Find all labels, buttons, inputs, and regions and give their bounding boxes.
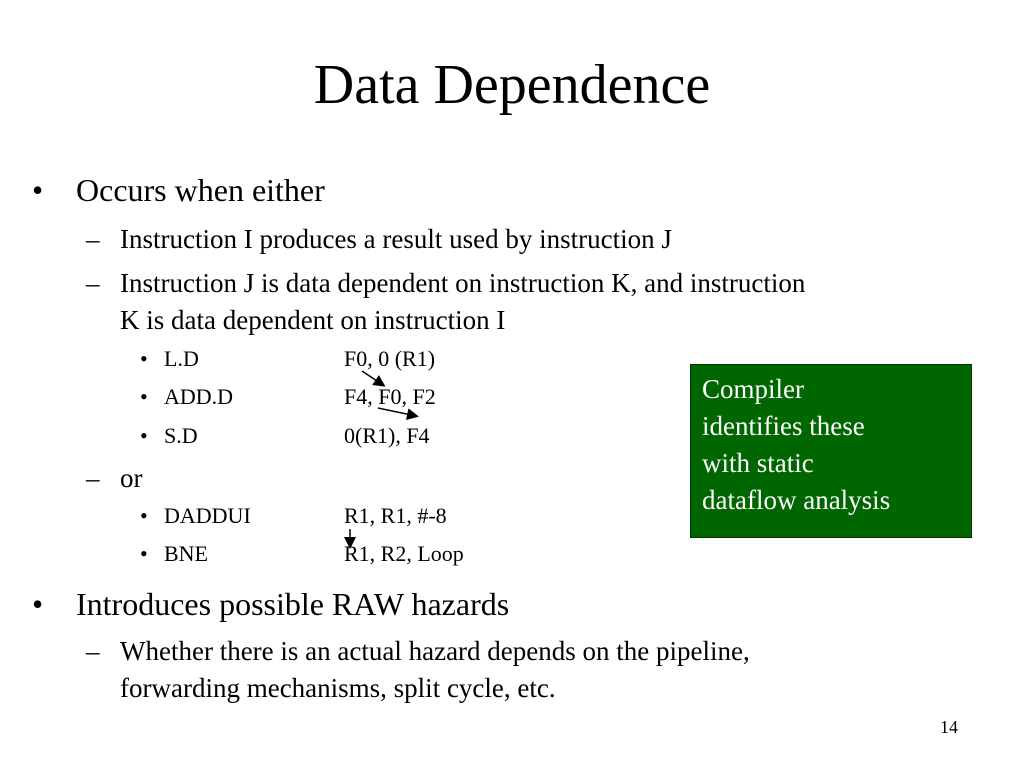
dash-marker: – [86, 224, 100, 254]
callout-line: with static [702, 448, 814, 478]
sub-bullet-text: Whether there is an actual hazard depends on the pipeline, [120, 636, 750, 666]
code-bullet-marker: • [140, 541, 148, 566]
code-operands: 0(R1), F4 [344, 423, 430, 448]
slide-title: Data Dependence [313, 54, 711, 116]
code-bullet-marker: • [140, 346, 148, 371]
code-opcode: S.D [164, 423, 198, 448]
sub-bullet-text: Instruction J is data dependent on instruction K, and instruction [120, 268, 806, 298]
callout-line: identifies these [702, 411, 865, 441]
code-operands: F0, 0 (R1) [344, 346, 436, 371]
callout-line: Compiler [702, 374, 804, 404]
sub-bullet-text: or [120, 463, 143, 493]
page-number: 14 [940, 717, 958, 737]
bullet-text: Occurs when either [76, 172, 325, 208]
code-bullet-marker: • [140, 423, 148, 448]
sub-bullet-text-continued: K is data dependent on instruction I [120, 305, 506, 335]
callout-box [690, 364, 972, 538]
code-operands: R1, R2, Loop [344, 541, 464, 566]
bullet-marker: • [32, 586, 44, 622]
code-opcode: ADD.D [164, 384, 234, 409]
dash-marker: – [86, 636, 100, 666]
bullet-text: Introduces possible RAW hazards [76, 586, 510, 622]
dependency-arrow-f4 [378, 408, 416, 416]
dependency-arrow-f0 [362, 371, 383, 385]
sub-bullet-text-continued: forwarding mechanisms, split cycle, etc. [120, 673, 556, 703]
callout-line: dataflow analysis [702, 485, 891, 515]
code-operands: R1, R1, #-8 [344, 503, 447, 528]
code-bullet-marker: • [140, 384, 148, 409]
code-opcode: L.D [164, 346, 199, 371]
dash-marker: – [86, 463, 100, 493]
code-opcode: BNE [164, 541, 208, 566]
sub-bullet-text: Instruction I produces a result used by instruction J [120, 224, 672, 254]
code-operands: F4, F0, F2 [344, 384, 436, 409]
dash-marker: – [86, 268, 100, 298]
code-bullet-marker: • [140, 503, 148, 528]
bullet-marker: • [32, 172, 44, 208]
code-opcode: DADDUI [164, 503, 251, 528]
